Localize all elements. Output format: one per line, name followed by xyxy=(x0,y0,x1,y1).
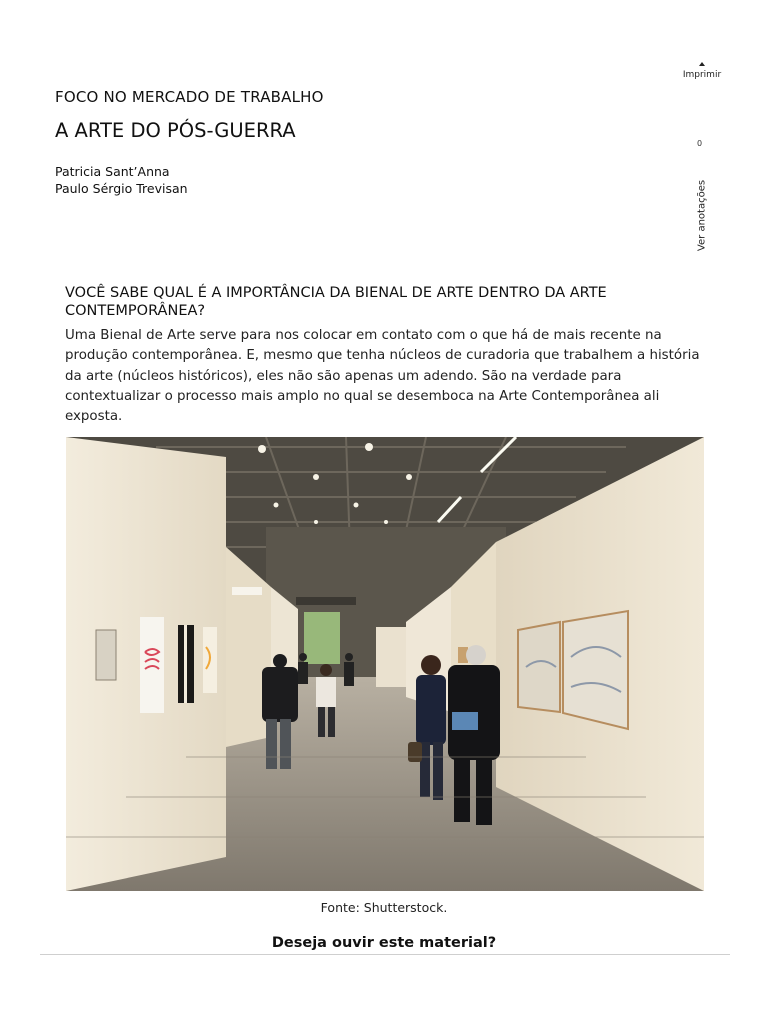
author-name: Patricia Sant’Anna xyxy=(55,164,170,179)
photo-caption: Fonte: Shutterstock. xyxy=(320,900,448,915)
audio-prompt: Deseja ouvir este material? xyxy=(271,935,497,951)
divider xyxy=(40,954,730,955)
authors xyxy=(55,163,188,197)
page-title: A ARTE DO PÓS-GUERRA xyxy=(55,119,296,142)
author-name: Paulo Sérgio Trevisan xyxy=(55,181,188,196)
section-kicker: FOCO NO MERCADO DE TRABALHO xyxy=(55,88,324,106)
exhibition-photo xyxy=(66,437,704,891)
print-label: Imprimir xyxy=(682,70,722,80)
body-paragraph: Uma Bienal de Arte serve para nos colocar em contato com o que há de mais recente na produção contemporânea. E, mesmo que tenha núcleos de curadoria que trabalhem a história da arte (núcleos históricos), eles não são apenas um adendo. São na verdade para contextualizar o processo mais amplo no qual se desemboca na Arte Contemporânea ali exposta. xyxy=(65,328,700,425)
notes-count: 0 xyxy=(697,139,703,148)
view-notes-button[interactable]: Ver anotações xyxy=(696,179,708,252)
print-icon xyxy=(699,62,705,66)
section-question: VOCÊ SABE QUAL É A IMPORTÂNCIA DA BIENAL DE ARTE DENTRO DA ARTE CONTEMPORÂNEA? xyxy=(65,285,607,319)
print-button[interactable] xyxy=(680,62,724,80)
